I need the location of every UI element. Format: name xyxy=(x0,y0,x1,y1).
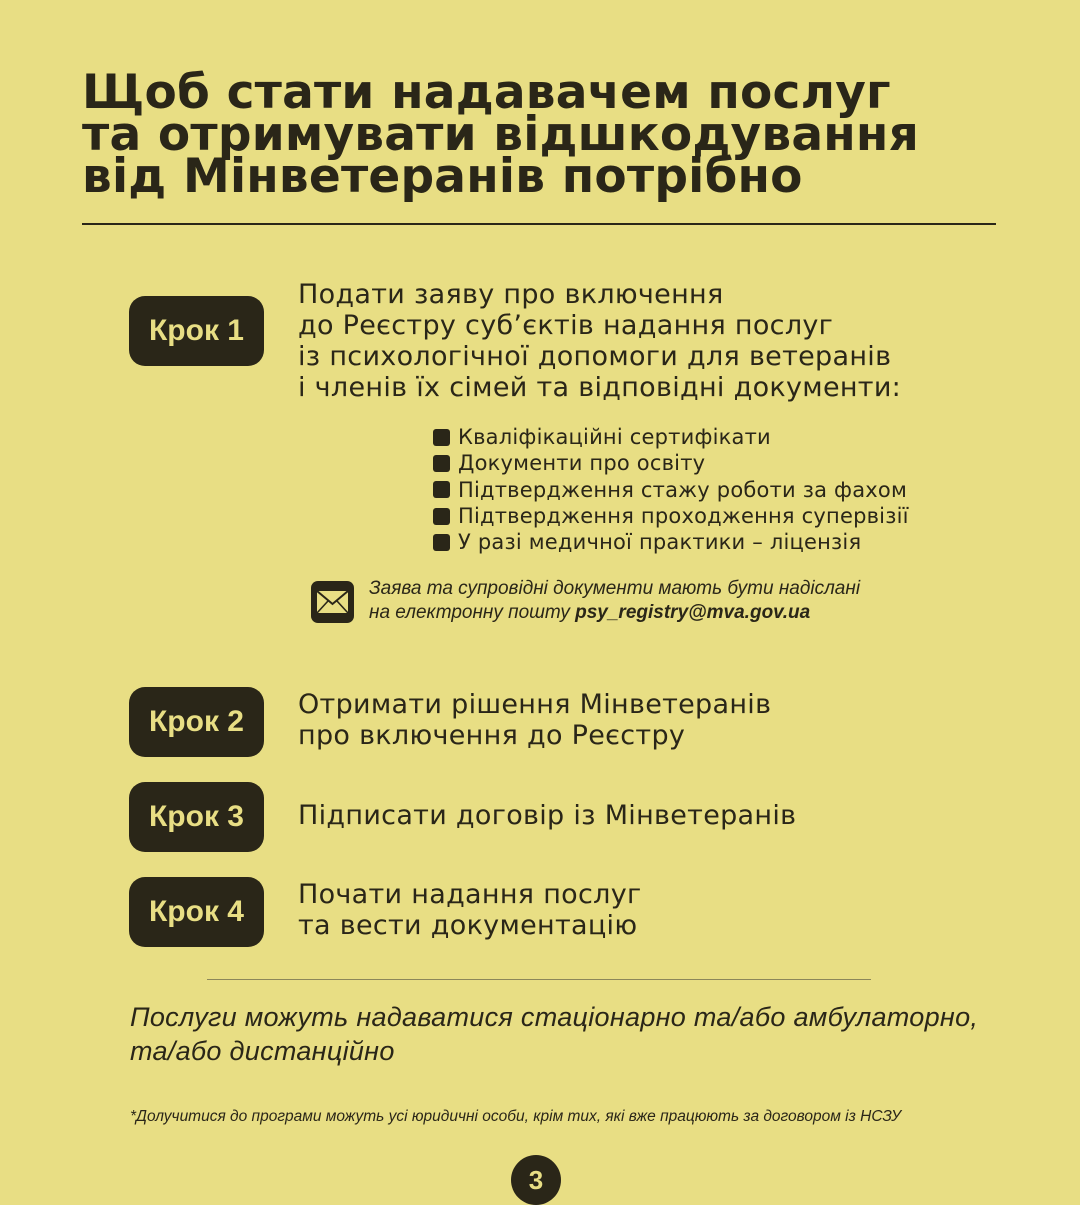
step-3-line: Підписати договір із Мінветеранів xyxy=(298,800,797,831)
title-line: та отримувати відшкодування xyxy=(82,107,919,162)
square-bullet-icon xyxy=(433,534,450,551)
step-1-line: із психологічної допомоги для ветеранів xyxy=(298,341,892,372)
email-instruction xyxy=(369,577,1029,625)
step-2-line: Отримати рішення Мінветеранів xyxy=(298,689,772,720)
square-bullet-icon xyxy=(433,481,450,498)
step-4-line: та вести документацію xyxy=(298,910,638,941)
step-3-badge: Крок 3 xyxy=(129,782,264,852)
step-1-line: до Реєстру суб’єктів надання послуг xyxy=(298,310,834,341)
services-note xyxy=(130,1000,1050,1068)
title-line: від Мінветеранів потрібно xyxy=(82,149,803,204)
square-bullet-icon xyxy=(433,455,450,472)
footnote: *Долучитися до програми можуть усі юридичні особи, крім тих, які вже працюють за договором із НСЗУ xyxy=(130,1108,902,1125)
page-title xyxy=(82,65,1022,204)
document-label: Підтвердження проходження супервізії xyxy=(458,503,909,528)
square-bullet-icon xyxy=(433,508,450,525)
step-4-line: Почати надання послуг xyxy=(298,879,642,910)
list-item xyxy=(433,503,909,529)
step-1-line: Подати заяву про включення xyxy=(298,279,724,310)
email-prefix: на електронну пошту xyxy=(369,602,576,623)
document-label: У разі медичної практики – ліцензія xyxy=(458,530,862,555)
step-1-badge: Крок 1 xyxy=(129,296,264,366)
services-note-line: Послуги можуть надаватися стаціонарно та/або амбулаторно, xyxy=(130,1002,979,1032)
list-item xyxy=(433,477,909,503)
page-number-badge: 3 xyxy=(511,1155,561,1205)
step-2-line: про включення до Реєстру xyxy=(298,720,686,751)
email-instruction-line xyxy=(369,601,1029,625)
document-label: Документи про освіту xyxy=(458,451,706,476)
email-instruction-line: Заява та супровідні документи мають бути надіслані xyxy=(369,578,861,599)
step-2-text xyxy=(298,689,1038,751)
envelope-icon xyxy=(311,581,354,623)
step-1-text xyxy=(298,279,1038,403)
document-label: Підтвердження стажу роботи за фахом xyxy=(458,477,907,502)
title-line: Щоб стати надавачем послуг xyxy=(82,65,891,120)
list-item xyxy=(433,450,909,476)
services-note-line: та/або дистанційно xyxy=(130,1036,395,1066)
step-2-badge: Крок 2 xyxy=(129,687,264,757)
step-3-text xyxy=(298,800,1038,831)
email-address: psy_registry@mva.gov.ua xyxy=(575,602,811,623)
document-label: Кваліфікаційні сертифікати xyxy=(458,425,771,449)
title-divider xyxy=(82,223,996,225)
step-4-badge: Крок 4 xyxy=(129,877,264,947)
list-item xyxy=(433,529,909,555)
step-1-line: і членів їх сімей та відповідні документи: xyxy=(298,372,902,403)
step-4-text xyxy=(298,879,1038,941)
square-bullet-icon xyxy=(433,429,450,446)
list-item xyxy=(433,424,909,450)
documents-list xyxy=(433,424,909,555)
section-divider xyxy=(207,979,871,980)
